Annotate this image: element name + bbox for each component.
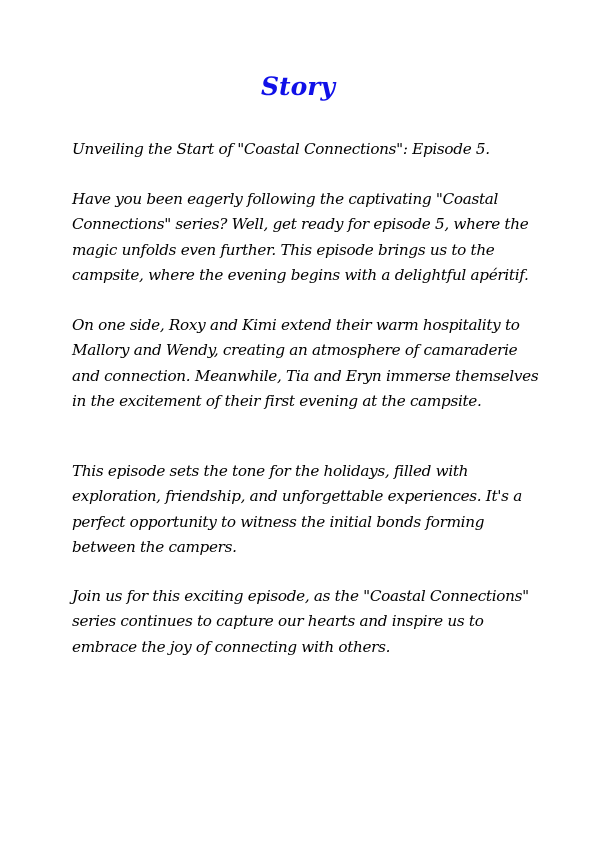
paragraph-tone: This episode sets the tone for the holidays, filled with exploration, friendship, and unforgettable experiences. It's a perfect opportunity to witness the initial bonds forming between the campers. [72,462,522,557]
paragraph-intro: Have you been eagerly following the captivating "Coastal Connections" series? Well, get ready for episode 5, where the magic unfolds even further. This episode brings us to the campsite, where the evening begins with a delightful apéritif. [72,190,529,285]
paragraph-closing: Join us for this exciting episode, as the "Coastal Connections" series continues to capture our hearts and inspire us to embrace the joy of connecting with others. [72,587,529,656]
paragraph-characters: On one side, Roxy and Kimi extend their warm hospitality to Mallory and Wendy, creating an atmosphere of camaraderie and connection. Meanwhile, Tia and Eryn immerse themselves in the excitement of their first evening at the campsite. [72,316,539,411]
episode-heading: Unveiling the Start of "Coastal Connections": Episode 5. [72,140,490,158]
page-title: Story [261,72,335,101]
